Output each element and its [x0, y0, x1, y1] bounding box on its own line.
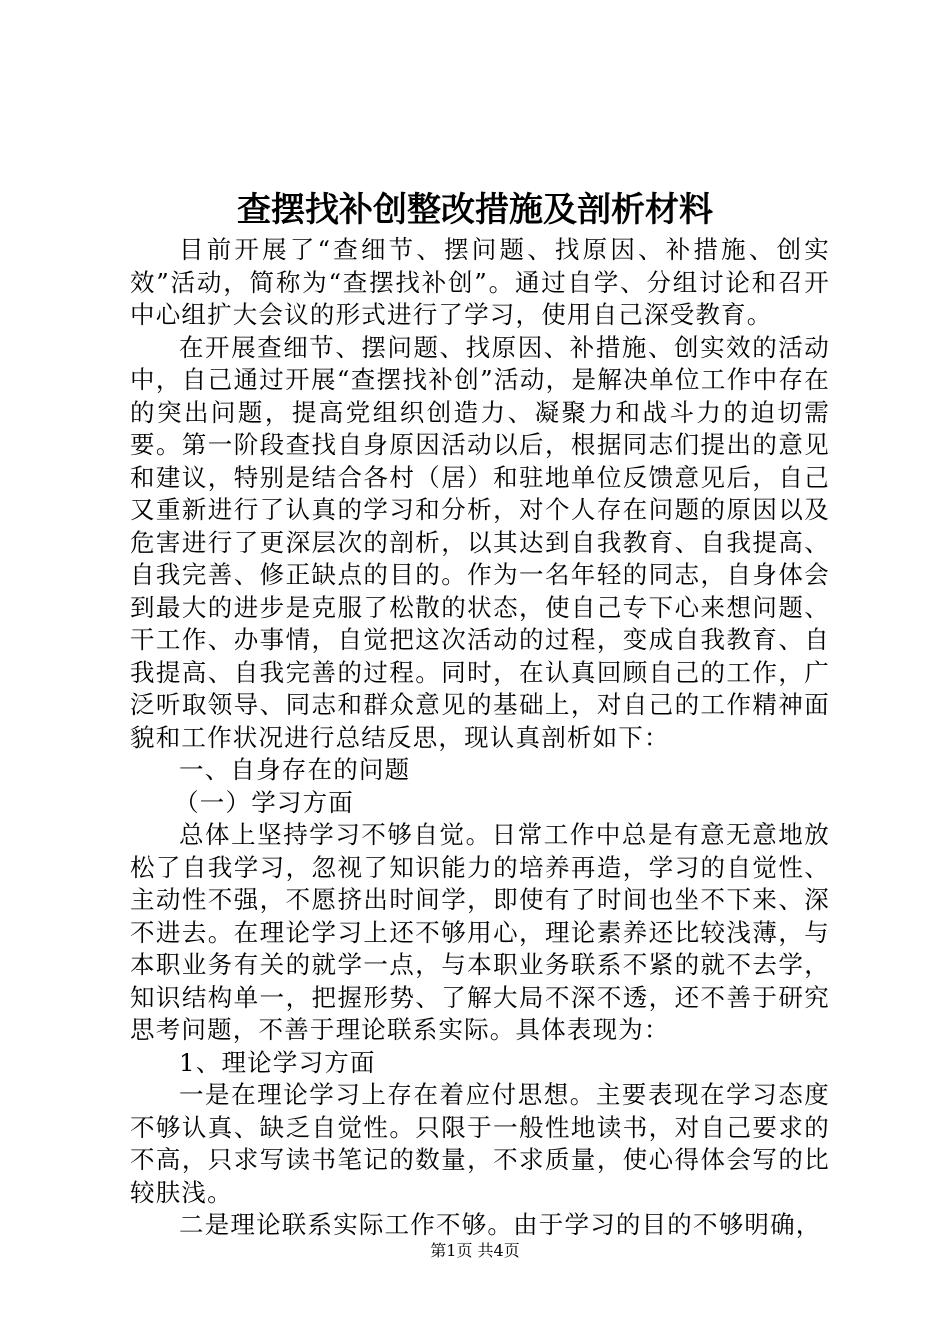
- paragraph-point-two: 二是理论联系实际工作不够。由于学习的目的不够明确，: [179, 1210, 822, 1239]
- paragraph-point-one: 一是在理论学习上存在着应付思想。主要表现在学习态度不够认真、缺乏自觉性。只限于一般性地读书，对自己要求的不高，只求写读书笔记的数量，不求质量，使心得体会写的比较肤浅。: [130, 1080, 830, 1207]
- paragraph-intro: 目前开展了“查细节、摆问题、找原因、补措施、创实效”活动，简称为“查摆找补创”。通过自学、分组讨论和召开中心组扩大会议的形式进行了学习，使用自己深受教育。: [130, 235, 830, 329]
- document-body: [130, 234, 830, 1242]
- section-heading-problems: 一、自身存在的问题: [179, 755, 411, 784]
- subsection-heading-study: （一）学习方面: [174, 787, 354, 817]
- page-footer: 第1页 共4页: [430, 1241, 520, 1260]
- document-title: 查摆找补创整改措施及剖析材料: [237, 190, 713, 230]
- item-heading-theory: 1、理论学习方面: [179, 1047, 376, 1077]
- paragraph-study-overview: 总体上坚持学习不够自觉。日常工作中总是有意无意地放松了自我学习，忽视了知识能力的培养再造，学习的自觉性、主动性不强，不愿挤出时间学，即使有了时间也坐不下来、深不进去。在理论学习上还不够用心，理论素养还比较浅薄，与本职业务有关的就学一点，与本职业务联系不紧的就不去学，知识结构单一，把握形势、了解大局不深不透，还不善于研究思考问题，不善于理论联系实际。具体表现为：: [130, 820, 830, 1044]
- paragraph-activity: 在开展查细节、摆问题、找原因、补措施、创实效的活动中，自己通过开展“查摆找补创”活动，是解决单位工作中存在的突出问题，提高党组织创造力、凝聚力和战斗力的迫切需要。第一阶段查找自身原因活动以后，根据同志们提出的意见和建议，特别是结合各村（居）和驻地单位反馈意见后，自己又重新进行了认真的学习和分析，对个人存在问题的原因以及危害进行了更深层次的剖析，以其达到自我教育、自我提高、自我完善、修正缺点的目的。作为一名年轻的同志，自身体会到最大的进步是克服了松散的状态，使自己专下心来想问题、干工作、办事情，自觉把这次活动的过程，变成自我教育、自我提高、自我完善的过程。同时，在认真回顾自己的工作，广泛听取领导、同志和群众意见的基础上，对自己的工作精神面貌和工作状况进行总结反思，现认真剖析如下：: [130, 332, 830, 752]
